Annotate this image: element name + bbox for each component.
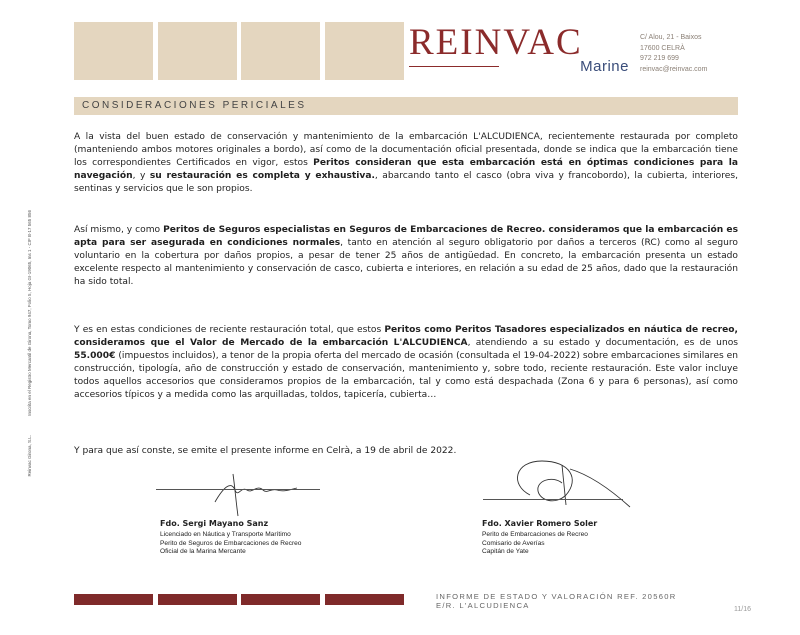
text-run: , tanto en atención al seguro obligatorio por daños a terceros (RC) como al seguro voluntario en la cobertura por daños propios, a pesar de tener 25 años de antigüedad. En concreto, la embarcación presenta un estado excelente respecto al mantenimiento y conservación de casco, cubierta e interiores, en relación a su edad de 25 años, dado que la restauración ha sido total. xyxy=(74,238,738,287)
bold-run: 55.000€ xyxy=(74,351,116,361)
address-line: reinvac@reinvac.com xyxy=(640,65,708,73)
left-signature-scribble xyxy=(205,468,315,518)
header-beige-block-3 xyxy=(241,22,320,80)
address-line: 972 219 699 xyxy=(640,55,679,62)
header-beige-block-1 xyxy=(74,22,153,80)
company-address xyxy=(640,33,707,75)
address-line: 17600 CELRÀ xyxy=(640,44,685,52)
section-title: CONSIDERACIONES PERICIALES xyxy=(82,100,307,111)
paragraph-2 xyxy=(74,224,738,289)
footer-block-2 xyxy=(158,594,237,605)
right-signer-name: Fdo. Xavier Romero Soler xyxy=(482,519,598,528)
text-run: Así mismo, y como xyxy=(74,225,164,235)
text-run: A la vista del buen estado de conservación y mantenimiento de la embarcación L'ALCUDIENCA, recientemente restaurada por completo (manteniendo ambos motores originales a bordo), así como de la documentación oficial presentada, donde se indica que la embarcación tiene los correspondientes Certificados en vigor, estos xyxy=(74,132,738,168)
text-run: , abarcando tanto el casco (obra viva y francobordo), la cubierta, interiores, sentinas y servicios que le son propios. xyxy=(74,171,738,194)
text-run: , atendiendo a su estado y documentación, es de unos xyxy=(467,338,739,348)
paragraph-3 xyxy=(74,324,738,402)
left-signer-name: Fdo. Sergi Mayano Sanz xyxy=(160,519,269,528)
address-line: C/ Alou, 21 - Baixos xyxy=(640,34,702,41)
signer-title-line: Perito de Seguros de Embarcaciones de Recreo xyxy=(160,539,302,547)
signer-title-line: Licenciado en Náutica y Transporte Marítimo xyxy=(160,531,291,538)
bold-run: su restauración es completa y exhaustiva. xyxy=(149,171,375,181)
signer-title-line: Perito de Embarcaciones de Recreo xyxy=(482,531,588,538)
left-signer-titles xyxy=(160,531,301,557)
text-run: , y xyxy=(132,171,150,181)
right-signature-scribble xyxy=(500,455,640,520)
signer-title-line: Comisario de Averías xyxy=(482,539,545,547)
footer-block-3 xyxy=(241,594,320,605)
logo-wordmark: REINVAC xyxy=(409,22,583,63)
side-company-name: Reinvac Girona, S.L. xyxy=(27,435,32,477)
signer-title-line: Capitán de Yate xyxy=(482,548,529,556)
text-run: (impuestos incluidos), a tenor de la propia oferta del mercado de ocasión (consultada el 19-04-2022) sobre embarcaciones similares en construcción, tipología, año de construcción y estado de conservación, mantenimiento y, sobre todo, reciente restauración. Este valor incluye todos aquellos accesorios que consideramos propios de la embarcación, tal y como está despachada (Zona 6 y para 6 personas), así como accesorios típicos y a medida como las arquilladas, toldos, tapicería, cubierta… xyxy=(74,351,738,400)
side-registry-text: Inscrita en el Registro Mercantil de Girona, Tomo 947, Folio 5, Hoja GI-19065, Ins 1 - CIF B-17 565 856 xyxy=(27,210,32,416)
logo-underline xyxy=(409,66,499,67)
footer-report-reference xyxy=(436,592,677,610)
company-logo xyxy=(409,24,635,74)
header-beige-block-2 xyxy=(158,22,237,80)
text-run: Y es en estas condiciones de reciente restauración total, que estos xyxy=(74,325,385,335)
footer-line: INFORME DE ESTADO Y VALORACIÓN REF. 20560R xyxy=(436,592,677,601)
side-registry-note xyxy=(27,210,37,510)
closing-statement: Y para que así conste, se emite el presente informe en Celrà, a 19 de abril de 2022. xyxy=(74,446,457,456)
footer-block-4 xyxy=(325,594,404,605)
bold-run: Peritos como Peritos Tasadores especializados en náutica de recreo, consideramos que el Valor de Mercado de la embarcación L'ALCUDIENCA xyxy=(74,325,738,348)
bold-run: Peritos de Seguros especialistas en Seguros de Embarcaciones de Recreo. consideramos que la embarcación es apta para ser asegurada en condiciones normales xyxy=(74,225,739,248)
right-signer-titles xyxy=(482,531,588,557)
signer-title-line: Oficial de la Marina Mercante xyxy=(160,548,246,556)
paragraph-1 xyxy=(74,131,738,196)
header-beige-block-4 xyxy=(325,22,404,80)
left-signature-line xyxy=(156,489,320,490)
bold-run: Peritos consideran que esta embarcación está en óptimas condiciones para la navegación xyxy=(74,158,739,181)
logo-subtitle: Marine xyxy=(580,58,629,75)
page-number: 11/16 xyxy=(734,606,751,613)
right-signature-line xyxy=(483,499,623,500)
footer-block-1 xyxy=(74,594,153,605)
footer-line: E/R. L'ALCUDIENCA xyxy=(436,601,530,610)
